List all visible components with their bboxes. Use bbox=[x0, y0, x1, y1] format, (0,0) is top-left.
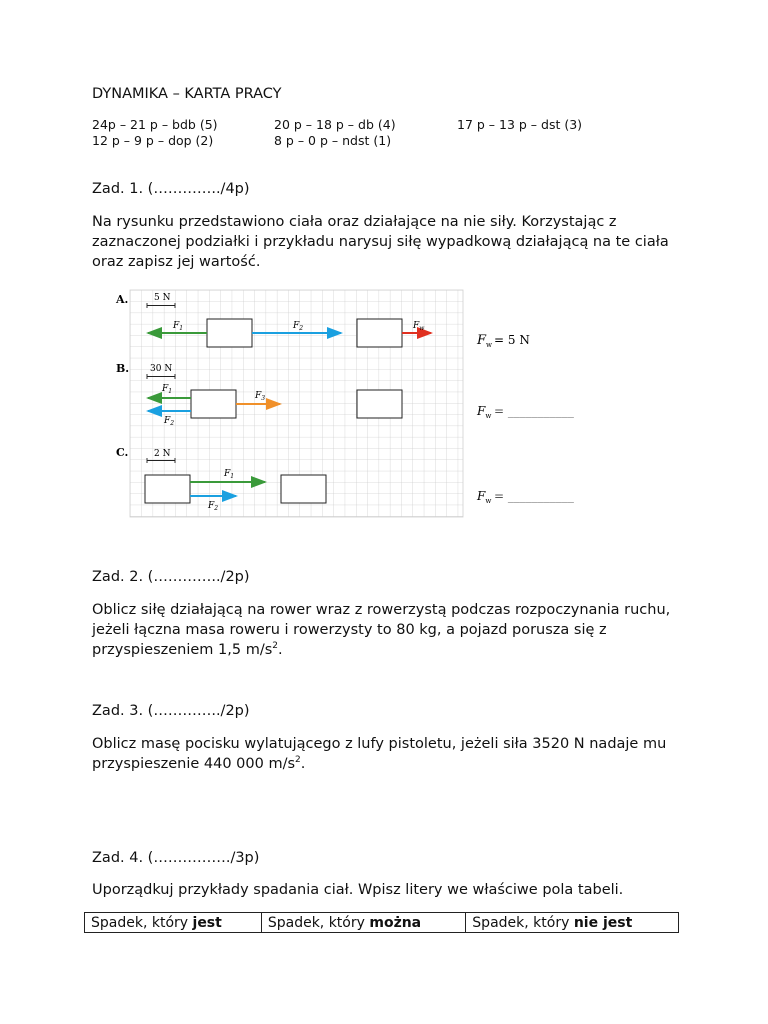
body-b1 bbox=[191, 390, 236, 418]
table-header-row bbox=[85, 913, 679, 933]
body-b2 bbox=[357, 390, 402, 418]
force-diagram bbox=[108, 284, 608, 522]
task4-text: Uporządkuj przykłady spadania ciał. Wpisz litery we właściwe pola tabeli. bbox=[92, 882, 624, 898]
scale-a: 5 N bbox=[154, 293, 171, 303]
grade-row-2b: 8 p – 0 p – ndst (1) bbox=[274, 133, 392, 148]
label-c-f1: $F_1$ bbox=[224, 469, 235, 480]
label-b: B. bbox=[116, 362, 130, 375]
grade-row-1a: 24p – 21 p – bdb (5) bbox=[92, 117, 218, 132]
task2-heading: Zad. 2. (…………../2p) bbox=[92, 569, 250, 585]
label-c: C. bbox=[116, 446, 129, 459]
label-b-f3: $F_3$ bbox=[255, 391, 266, 402]
label-a-f2: $F_2$ bbox=[293, 321, 304, 332]
task3-text bbox=[92, 734, 692, 774]
body-a2 bbox=[357, 319, 402, 347]
task2-text bbox=[92, 600, 692, 660]
label-c-f2: $F_2$ bbox=[208, 501, 219, 512]
grade-row-1c: 17 p – 13 p – dst (3) bbox=[457, 117, 583, 132]
fall-table bbox=[84, 912, 679, 933]
task4-heading: Zad. 4. (……………./3p) bbox=[92, 850, 260, 866]
grade-row-1b: 20 p – 18 p – db (4) bbox=[274, 117, 396, 132]
answer-a-symbol: $F_w$ bbox=[477, 333, 493, 349]
grade-row-2a: 12 p – 9 p – dop (2) bbox=[92, 133, 214, 148]
task2-sup: 2 bbox=[272, 641, 278, 652]
answer-c-blank: = ___________ bbox=[494, 489, 574, 503]
col-header-mozna: Spadek, który można bbox=[261, 913, 465, 933]
scale-b: 30 N bbox=[150, 364, 173, 374]
answer-a-value: = 5 N bbox=[494, 333, 530, 347]
task3-sup: 2 bbox=[295, 755, 301, 766]
answer-b-blank: = ___________ bbox=[494, 404, 574, 418]
body-c1 bbox=[145, 475, 190, 503]
task3-heading: Zad. 3. (…………../2p) bbox=[92, 703, 250, 719]
task2-end: . bbox=[278, 642, 283, 658]
label-a-fw: $F_w$ bbox=[413, 321, 425, 332]
col-header-jest: Spadek, który jest bbox=[85, 913, 262, 933]
scale-c: 2 N bbox=[154, 449, 171, 459]
task3-end: . bbox=[300, 756, 306, 772]
task3-body: Oblicz masę pocisku wylatującego z lufy pistoletu, jeżeli siła 3520 N nadaje mu przyspieszenie 440 000 m/s bbox=[92, 736, 667, 772]
task2-body: Oblicz siłę działającą na rower wraz z rowerzystą podczas rozpoczynania ruchu, jeżeli łączna masa roweru i rowerzysty to 80 kg, a pojazd porusza się z przyspieszeniem 1,5 m/s bbox=[92, 602, 671, 658]
col-header-nie-jest: Spadek, który nie jest bbox=[466, 913, 679, 933]
task1-heading: Zad. 1. (…………../4p) bbox=[92, 181, 250, 197]
page-title: DYNAMIKA – KARTA PRACY bbox=[92, 86, 282, 102]
answer-c-symbol: $F_w$ bbox=[477, 489, 492, 505]
task1-text: Na rysunku przedstawiono ciała oraz działające na nie siły. Korzystając z zaznaczonej podziałki i przykładu narysuj siłę wypadkową działającą na te ciała oraz zapisz jej wartość. bbox=[92, 214, 669, 270]
label-b-f2: $F_2$ bbox=[164, 416, 175, 427]
body-a1 bbox=[207, 319, 252, 347]
label-a-f1: $F_1$ bbox=[173, 321, 184, 332]
body-c2 bbox=[281, 475, 326, 503]
label-b-f1: $F_1$ bbox=[162, 384, 173, 395]
label-a: A. bbox=[116, 293, 129, 306]
answer-b-symbol: $F_w$ bbox=[477, 404, 492, 420]
